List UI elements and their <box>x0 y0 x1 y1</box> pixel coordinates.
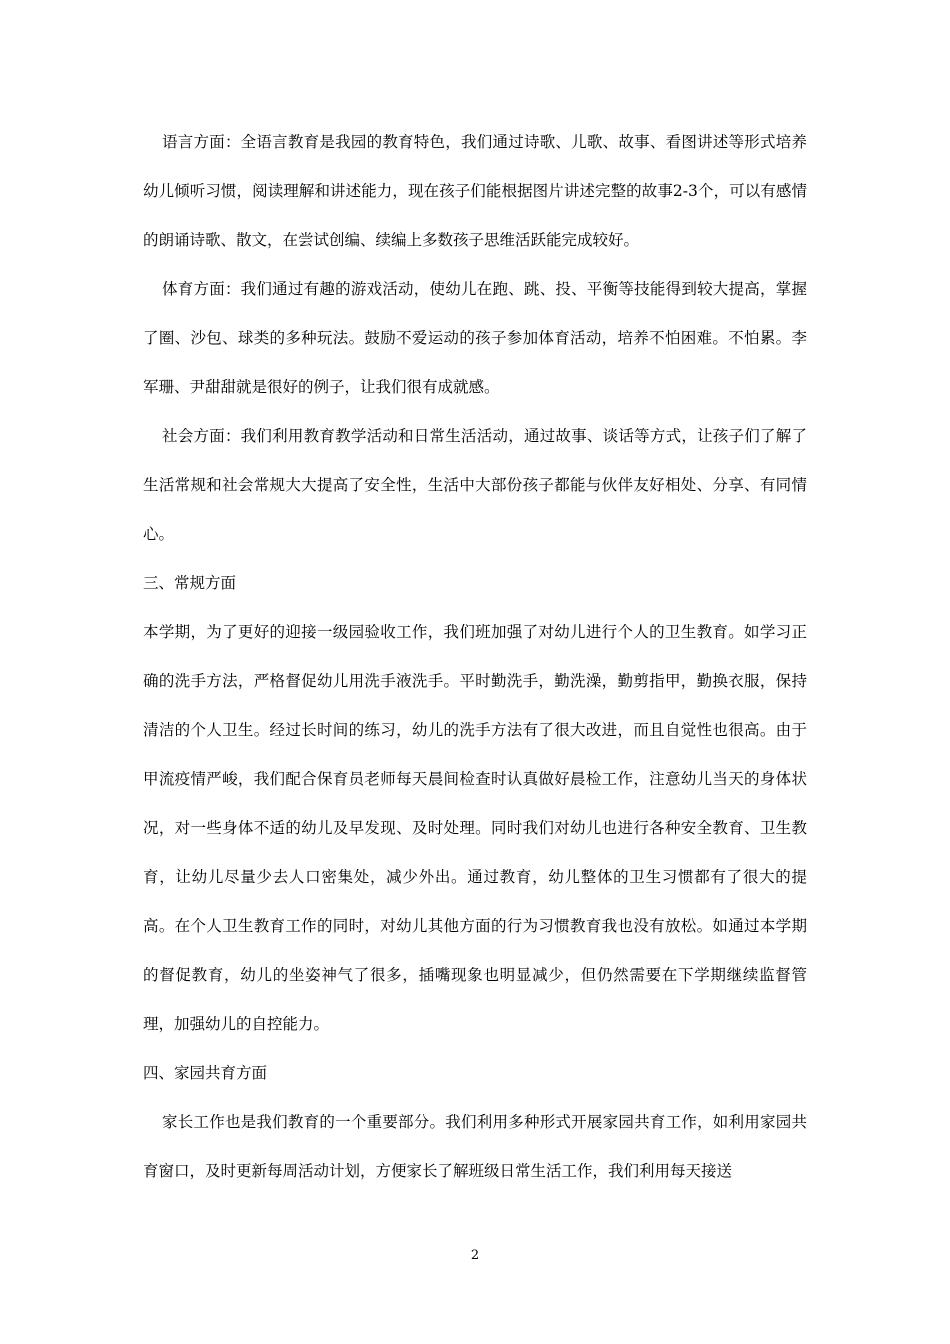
section-heading-routine: 三、常规方面 <box>143 574 237 592</box>
paragraph-routine: 本学期，为了更好的迎接一级园验收工作，我们班加强了对幼儿进行个人的卫生教育。如学习正确的洗手方法，严格督促幼儿用洗手液洗手。平时勤洗手，勤洗澡，勤剪指甲，勤换衣服，保持清洁的个人卫生。经过长时间的练习，幼儿的洗手方法有了很大改进，而且自觉性也很高。由于甲流疫情严峻，我们配合保育员老师每天晨间检查时认真做好晨检工作，注意幼儿当天的身体状况，对一些身体不适的幼儿及早发现、及时处理。同时我们对幼儿也进行各种安全教育、卫生教育，让幼儿尽量少去人口密集处，减少外出。通过教育，幼儿整体的卫生习惯都有了很大的提高。在个人卫生教育工作的同时，对幼儿其他方面的行为习惯教育我也没有放松。如通过本学期的督促教育，幼儿的坐姿神气了很多，插嘴现象也明显减少，但仍然需要在下学期继续监督管理，加强幼儿的自控能力。 <box>143 623 807 1033</box>
paragraph-physical-education: 体育方面：我们通过有趣的游戏活动，使幼儿在跑、跳、投、平衡等技能得到较大提高，掌握了圈、沙包、球类的多种玩法。鼓励不爱运动的孩子参加体育活动，培养不怕困难。不怕累。李军珊、尹甜甜就是很好的例子，让我们很有成就感。 <box>143 280 807 396</box>
page-number: 2 <box>470 1248 480 1263</box>
paragraph-home-school: 家长工作也是我们教育的一个重要部分。我们利用多种形式开展家园共育工作，如利用家园共育窗口，及时更新每周活动计划，方便家长了解班级日常生活工作，我们利用每天接送 <box>143 1113 807 1180</box>
paragraph-language: 语言方面：全语言教育是我园的教育特色，我们通过诗歌、儿歌、故事、看图讲述等形式培养幼儿倾听习惯，阅读理解和讲述能力，现在孩子们能根据图片讲述完整的故事2-3个，可以有感情的朗诵诗歌、散文，在尝试创编、续编上多数孩子思维活跃能完成较好。 <box>143 133 807 249</box>
section-heading-home-school: 四、家园共育方面 <box>143 1064 268 1082</box>
document-body <box>143 118 807 1196</box>
paragraph-social: 社会方面：我们利用教育教学活动和日常生活活动，通过故事、谈话等方式，让孩子们了解了生活常规和社会常规大大提高了安全性，生活中大部份孩子都能与伙伴友好相处、分享、有同情心。 <box>143 427 807 543</box>
